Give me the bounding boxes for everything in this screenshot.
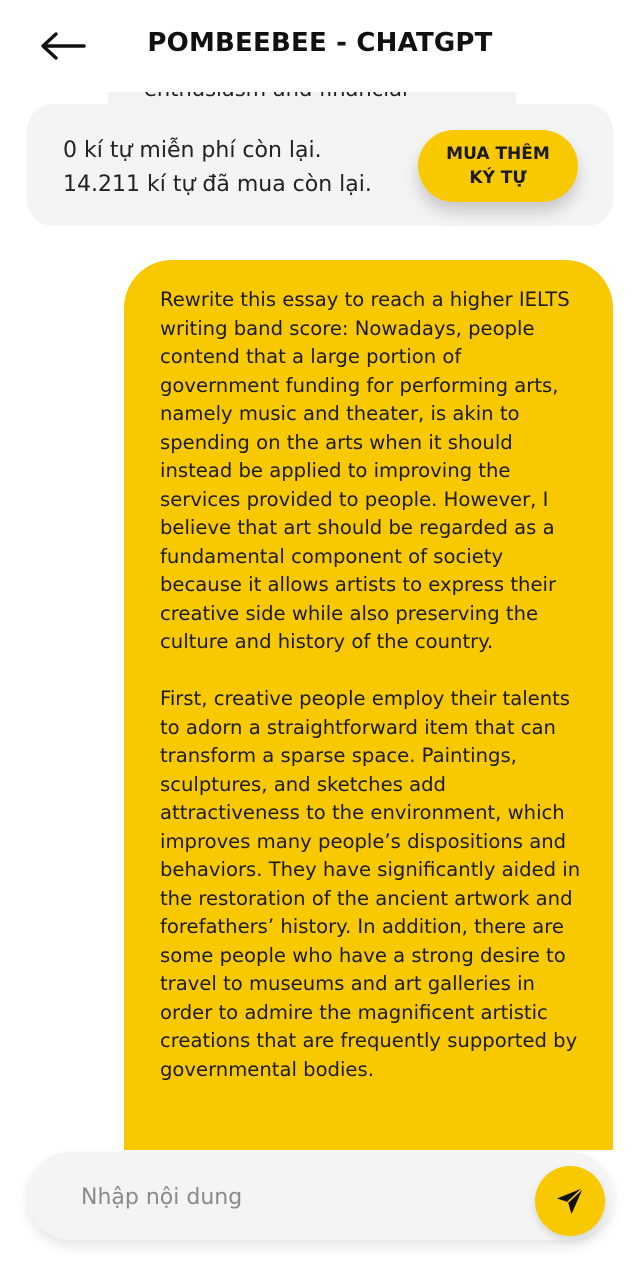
free-chars-remaining: 0 kí tự miễn phí còn lại. [63, 138, 322, 163]
buy-button-label: MUA THÊM KÝ TỰ [446, 144, 550, 188]
send-icon [554, 1185, 586, 1217]
message-paragraph: Rewrite this essay to reach a higher IELTS writing band score: Nowadays, people contend that a large portion of government funding for performing arts, namely music and theater, is akin to spending on the arts when it should instead be applied to improving the services provided to people. However, I believe that art should be regarded as a fundamental component of society because it allows artists to express their creative side while also preserving the culture and history of the country. [160, 288, 570, 653]
page-title: POMBEEBEE - CHATGPT [147, 28, 493, 58]
credits-panel [27, 104, 613, 226]
user-message-bubble [124, 260, 613, 1150]
message-paragraph: First, creative people employ their talents to adorn a straightforward item that can transform a sparse space. Paintings, sculptures, and sketches add attractiveness to the environment, which improves many people’s dispositions and behaviors. They have significantly aided in the restoration of the ancient artwork and forefathers’ history. In addition, there are some people who have a strong desire to travel to museums and art galleries in order to admire the magnificent artistic creations that are frequently supported by governmental bodies. [160, 687, 581, 1081]
message-composer [27, 1152, 613, 1240]
send-button[interactable] [535, 1166, 605, 1236]
purchased-chars-remaining: 14.211 kí tự đã mua còn lại. [63, 172, 372, 197]
message-text [160, 286, 585, 1113]
credits-text [63, 134, 372, 202]
buy-more-characters-button[interactable] [418, 130, 578, 202]
app-header [0, 0, 640, 92]
message-input[interactable] [79, 1172, 523, 1222]
